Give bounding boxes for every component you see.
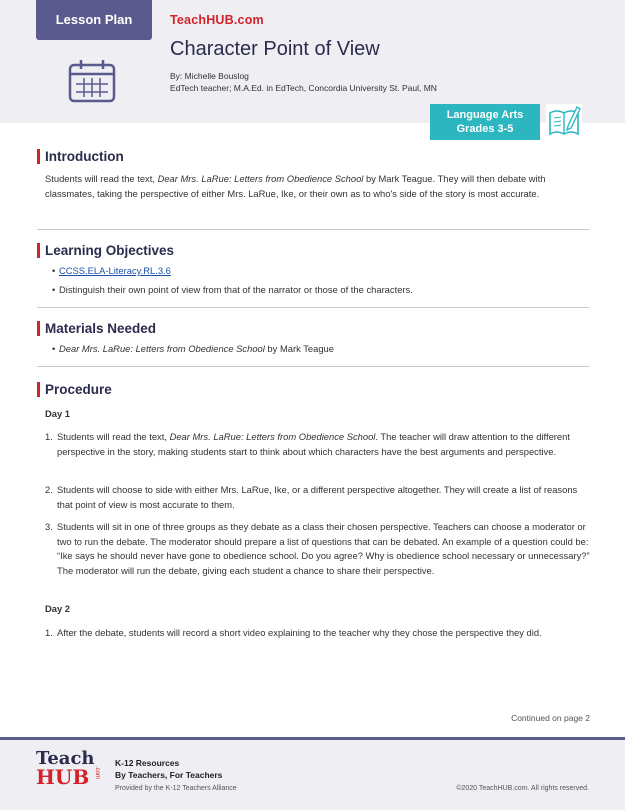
- objective-item: • CCSS.ELA-Literacy.RL.3.6: [52, 265, 171, 276]
- author: By: Michelle Bouslog: [170, 71, 249, 81]
- learning-objectives-heading: Learning Objectives: [37, 243, 174, 258]
- footer-provided: Provided by the K-12 Teachers Alliance: [115, 785, 237, 792]
- logo-teach: Teach: [36, 748, 95, 769]
- author-credentials: EdTech teacher; M.A.Ed. in EdTech, Concordia University St. Paul, MN: [170, 83, 437, 93]
- book-title: Dear Mrs. LaRue: Letters from Obedience School: [157, 173, 364, 184]
- logo-hub: HUB: [36, 765, 90, 789]
- introduction-heading: Introduction: [37, 149, 124, 164]
- footer-bar: [0, 737, 625, 740]
- subject-label: Language Arts: [446, 109, 524, 121]
- lesson-plan-tab: Lesson Plan: [36, 0, 152, 40]
- standard-link[interactable]: CCSS.ELA-Literacy.RL.3.6: [59, 265, 171, 276]
- footer-tagline: K-12 Resources By Teachers, For Teachers: [115, 758, 223, 780]
- subject-badge: [430, 104, 540, 140]
- divider: [37, 366, 589, 367]
- grades-label: Grades 3-5: [456, 123, 514, 135]
- book-pencil-icon: [546, 104, 582, 138]
- logo-com: .com: [94, 766, 100, 780]
- objective-item: • Distinguish their own point of view from that of the narrator or those of the characters.: [52, 284, 413, 295]
- divider: [37, 307, 589, 308]
- footer-copyright: ©2020 TeachHUB.com. All rights reserved.: [456, 785, 589, 792]
- day-2-label: Day 2: [45, 603, 71, 614]
- procedure-heading: Procedure: [37, 382, 112, 397]
- procedure-step: 1. Students will read the text, Dear Mrs. LaRue: Letters from Obedience School. The teacher will draw attention to the different perspective in the story, making students start to think about which characters have the best arguments and perspective.: [45, 431, 570, 457]
- continued-note: Continued on page 2: [511, 713, 590, 723]
- materials-heading: Materials Needed: [37, 321, 156, 336]
- calendar-icon: [67, 58, 117, 104]
- introduction-text: Students will read the text, Dear Mrs. LaRue: Letters from Obedience School by Mark Teague. They will then debate with classmates, taking the perspective of either Mrs. LaRue, Ike, or their own as to who's side of the story is most accurate.: [45, 173, 546, 199]
- procedure-step: 1. After the debate, students will record a short video explaining to the teacher why they chose the perspective they did.: [45, 627, 542, 638]
- day-1-label: Day 1: [45, 408, 71, 419]
- brand-name: TeachHUB.com: [170, 13, 264, 27]
- procedure-step: 2. Students will choose to side with either Mrs. LaRue, Ike, or a different perspective altogether. They will create a list of reasons that point of view is most accurate to them.: [45, 484, 578, 510]
- material-item: • Dear Mrs. LaRue: Letters from Obedience School by Mark Teague: [52, 343, 334, 354]
- page-title: Character Point of View: [170, 38, 380, 60]
- divider: [37, 229, 589, 230]
- procedure-step: 3. Students will sit in one of three groups as they debate as a class their chosen perspective. Teachers can choose a moderator or two to run the debate. The moderator should prepare a list of questions that can be debated. An example of a question could be: “Ike says he should never have gone to obedience school. Do you agree? Why is obedience school necessary or unnecessary?” The moderator will run the debate, giving each student a chance to share their perspective.: [45, 521, 590, 576]
- byline: [170, 70, 437, 94]
